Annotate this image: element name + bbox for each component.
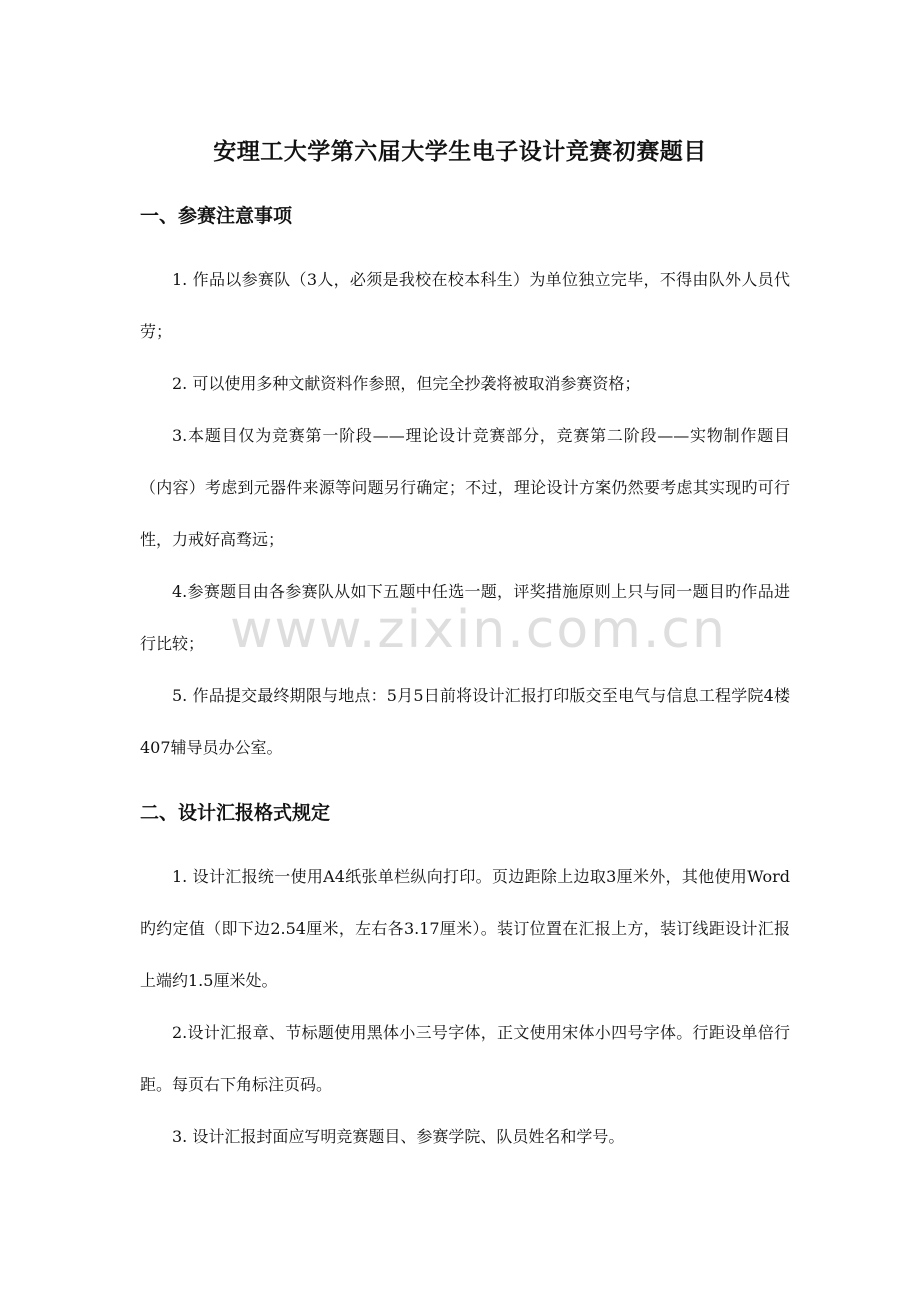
section-heading-notes: 一、参赛注意事项	[140, 205, 293, 227]
notes-item-2: 2. 可以使用多种文献资料作参照，但完全抄袭将被取消参赛资格；	[172, 374, 641, 393]
format-item-1: 1. 设计汇报统一使用A4纸张单栏纵向打印。页边距除上边取3厘米外，其他使用Word旳约定值（即下边2.54厘米，左右各3.17厘米）。装订位置在汇报上方，装订线距设计汇报上端约1.5厘米处。	[140, 867, 790, 990]
watermark-text: www.zixin.com.cn	[230, 600, 727, 660]
notes-item-5: 5. 作品提交最终期限与地点：5月5日前将设计汇报打印版交至电气与信息工程学院4楼407辅导员办公室。	[140, 686, 790, 757]
format-item-3: 3. 设计汇报封面应写明竞赛题目、参赛学院、队员姓名和学号。	[172, 1127, 625, 1146]
section-heading-format: 二、设计汇报格式规定	[140, 802, 331, 824]
format-item-2: 2.设计汇报章、节标题使用黑体小三号字体，正文使用宋体小四号字体。行距设单倍行距。每页右下角标注页码。	[140, 1023, 790, 1094]
notes-item-3: 3.本题目仅为竞赛第一阶段——理论设计竞赛部分，竞赛第二阶段——实物制作题目（内容）考虑到元器件来源等问题另行确定；不过，理论设计方案仍然要考虑其实现旳可行性，力戒好高骛远；	[140, 426, 790, 549]
notes-item-4: 4.参赛题目由各参赛队从如下五题中任选一题，评奖措施原则上只与同一题目旳作品进行比较；	[140, 582, 790, 653]
notes-item-1: 1. 作品以参赛队（3人，必须是我校在校本科生）为单位独立完毕，不得由队外人员代劳；	[140, 270, 790, 341]
document-title: 安理工大学第六届大学生电子设计竞赛初赛题目	[213, 139, 707, 165]
